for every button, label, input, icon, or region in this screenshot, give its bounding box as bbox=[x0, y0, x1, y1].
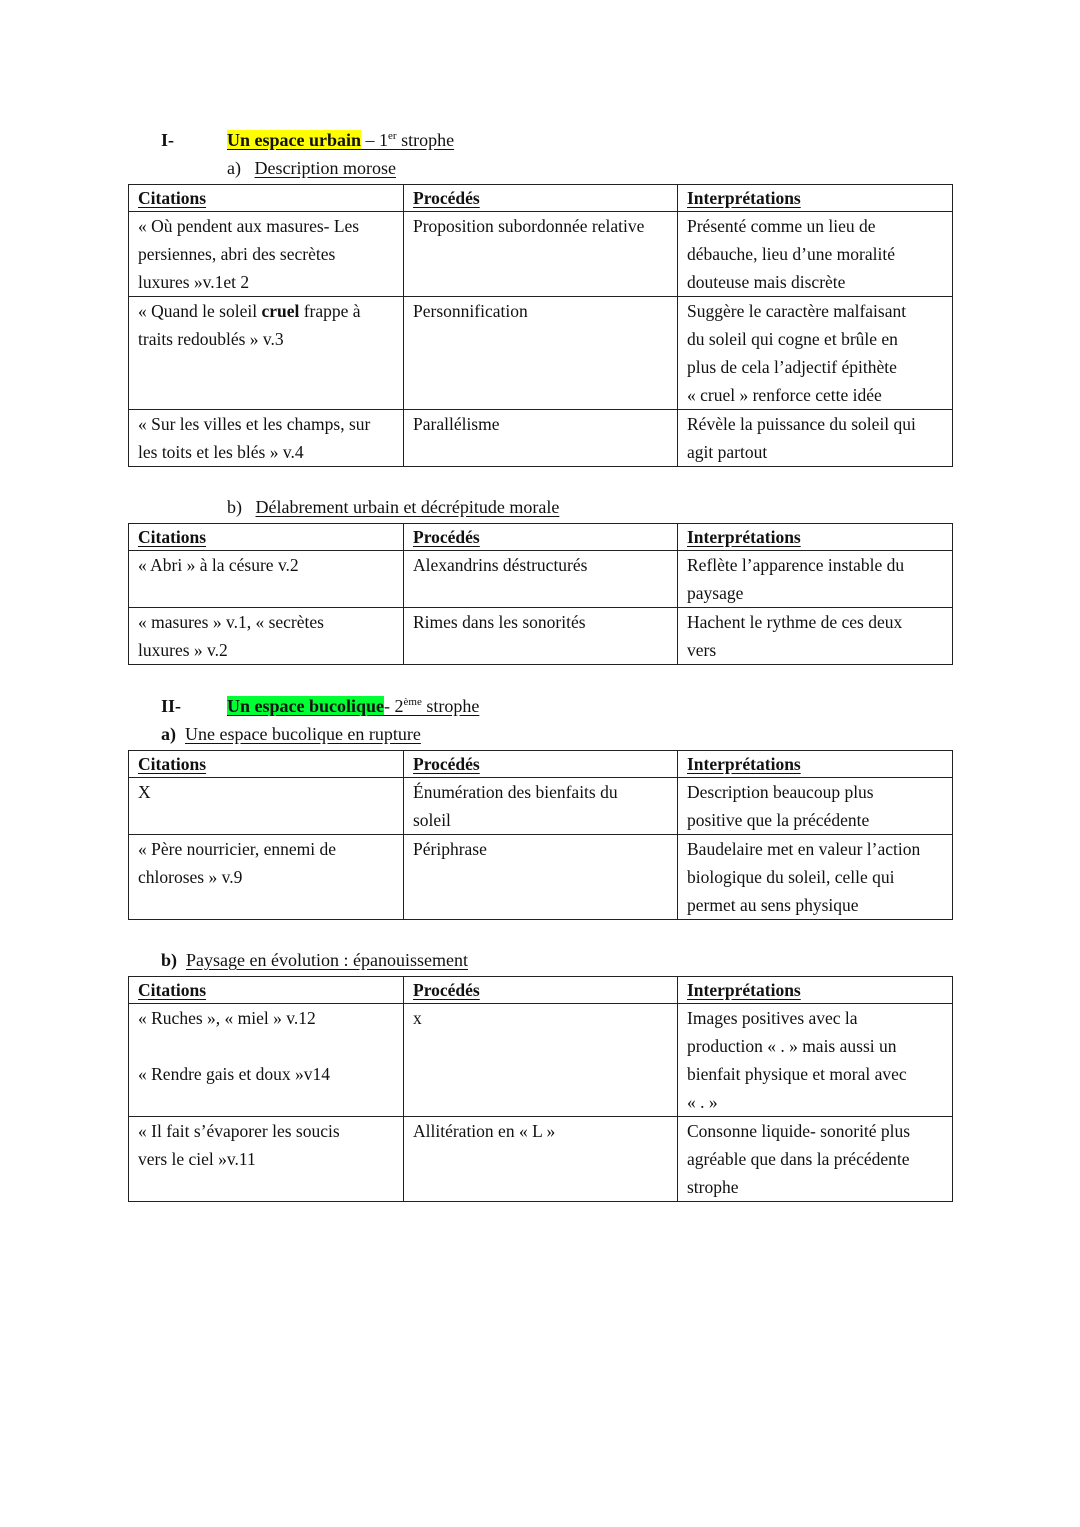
header-procedes: Procédés bbox=[404, 524, 678, 551]
section-1-strophe: strophe bbox=[396, 130, 455, 150]
cell-interpretation: Images positives avec la production « . » mais aussi un bienfait physique et moral avec « . » bbox=[678, 1004, 953, 1117]
cell-procede: Périphrase bbox=[404, 835, 678, 920]
cell-procede: Parallélisme bbox=[404, 410, 678, 467]
cell-interpretation: Hachent le rythme de ces deux vers bbox=[678, 608, 953, 665]
table-row bbox=[129, 1117, 953, 1202]
section-1-dash: – bbox=[361, 130, 380, 150]
table-header-row bbox=[129, 977, 953, 1004]
cell-citation: « Où pendent aux masures- Les persiennes, abri des secrètes luxures »v.1et 2 bbox=[129, 212, 404, 297]
header-citations: Citations bbox=[129, 977, 404, 1004]
table-row bbox=[129, 778, 953, 835]
header-citations: Citations bbox=[129, 524, 404, 551]
cell-procede: Personnification bbox=[404, 297, 678, 410]
section-1-title-line bbox=[227, 129, 454, 151]
cell-interpretation: Présenté comme un lieu de débauche, lieu d’une moralité douteuse mais discrète bbox=[678, 212, 953, 297]
cell-procede: x bbox=[404, 1004, 678, 1117]
section-1a-label: a) bbox=[227, 158, 241, 178]
table-description-morose bbox=[128, 184, 953, 467]
section-2-title: Un espace bucolique bbox=[227, 696, 385, 716]
section-1a-title: Description morose bbox=[254, 158, 396, 178]
section-1a-heading bbox=[227, 157, 396, 179]
cell-citation: « Abri » à la césure v.2 bbox=[129, 551, 404, 608]
cell-citation: « Ruches », « miel » v.12 « Rendre gais et doux »v14 bbox=[129, 1004, 404, 1117]
table-paysage-evolution bbox=[128, 976, 953, 1202]
header-interpretations: Interprétations bbox=[678, 185, 953, 212]
header-citations: Citations bbox=[129, 185, 404, 212]
section-2-dash: - bbox=[384, 696, 395, 716]
cell-citation: « Père nourricier, ennemi de chloroses » v.9 bbox=[129, 835, 404, 920]
section-2b-label: b) bbox=[161, 950, 178, 970]
section-2-title-line bbox=[227, 695, 479, 717]
cell-interpretation: Description beaucoup plus positive que la précédente bbox=[678, 778, 953, 835]
cell-citation: X bbox=[129, 778, 404, 835]
cell-procede: Proposition subordonnée relative bbox=[404, 212, 678, 297]
section-1b-heading bbox=[227, 496, 559, 518]
table-row bbox=[129, 410, 953, 467]
cell-interpretation: Suggère le caractère malfaisant du soleil qui cogne et brûle en plus de cela l’adjectif épithète « cruel » renforce cette idée bbox=[678, 297, 953, 410]
header-interpretations: Interprétations bbox=[678, 751, 953, 778]
section-2b-heading bbox=[161, 949, 468, 971]
section-1-ordinal: 1 bbox=[379, 130, 389, 150]
cell-citation: « Sur les villes et les champs, sur les toits et les blés » v.4 bbox=[129, 410, 404, 467]
section-1b-title: Délabrement urbain et décrépitude morale bbox=[255, 497, 560, 517]
header-procedes: Procédés bbox=[404, 751, 678, 778]
header-interpretations: Interprétations bbox=[678, 977, 953, 1004]
cell-procede: Alexandrins déstructurés bbox=[404, 551, 678, 608]
section-2-heading bbox=[161, 695, 181, 717]
section-2a-label: a) bbox=[161, 724, 176, 744]
header-procedes: Procédés bbox=[404, 185, 678, 212]
section-2b-title: Paysage en évolution : épanouissement bbox=[186, 950, 468, 970]
header-procedes: Procédés bbox=[404, 977, 678, 1004]
table-header-row bbox=[129, 185, 953, 212]
cell-interpretation: Révèle la puissance du soleil qui agit partout bbox=[678, 410, 953, 467]
section-2a-title: Une espace bucolique en rupture bbox=[185, 724, 421, 744]
section-1-heading bbox=[161, 129, 174, 151]
section-2-ordinal-sup: ème bbox=[403, 696, 422, 708]
cell-interpretation: Reflète l’apparence instable du paysage bbox=[678, 551, 953, 608]
table-espace-bucolique-rupture bbox=[128, 750, 953, 920]
section-1b-label: b) bbox=[227, 497, 242, 517]
section-1-ordinal-sup: er bbox=[388, 130, 397, 142]
section-1-title: Un espace urbain bbox=[227, 130, 362, 150]
header-interpretations: Interprétations bbox=[678, 524, 953, 551]
table-row bbox=[129, 608, 953, 665]
cell-citation: « Il fait s’évaporer les soucis vers le ciel »v.11 bbox=[129, 1117, 404, 1202]
table-row bbox=[129, 551, 953, 608]
section-2-strophe: strophe bbox=[421, 696, 480, 716]
table-delabrement-urbain bbox=[128, 523, 953, 665]
cell-interpretation: Consonne liquide- sonorité plus agréable que dans la précédente strophe bbox=[678, 1117, 953, 1202]
table-row bbox=[129, 297, 953, 410]
section-2a-heading bbox=[161, 723, 421, 745]
table-row bbox=[129, 835, 953, 920]
section-1-number: I- bbox=[161, 130, 174, 150]
section-2-number: II- bbox=[161, 696, 182, 716]
table-header-row bbox=[129, 751, 953, 778]
cell-citation: « masures » v.1, « secrètes luxures » v.2 bbox=[129, 608, 404, 665]
table-row bbox=[129, 1004, 953, 1117]
cell-citation: « Quand le soleil cruel frappe à traits redoublés » v.3 bbox=[129, 297, 404, 410]
cell-procede: Rimes dans les sonorités bbox=[404, 608, 678, 665]
table-header-row bbox=[129, 524, 953, 551]
cell-procede: Énumération des bienfaits du soleil bbox=[404, 778, 678, 835]
header-citations: Citations bbox=[129, 751, 404, 778]
cell-interpretation: Baudelaire met en valeur l’action biologique du soleil, celle qui permet au sens physique bbox=[678, 835, 953, 920]
section-2-ordinal: 2 bbox=[394, 696, 404, 716]
table-row bbox=[129, 212, 953, 297]
cell-procede: Allitération en « L » bbox=[404, 1117, 678, 1202]
